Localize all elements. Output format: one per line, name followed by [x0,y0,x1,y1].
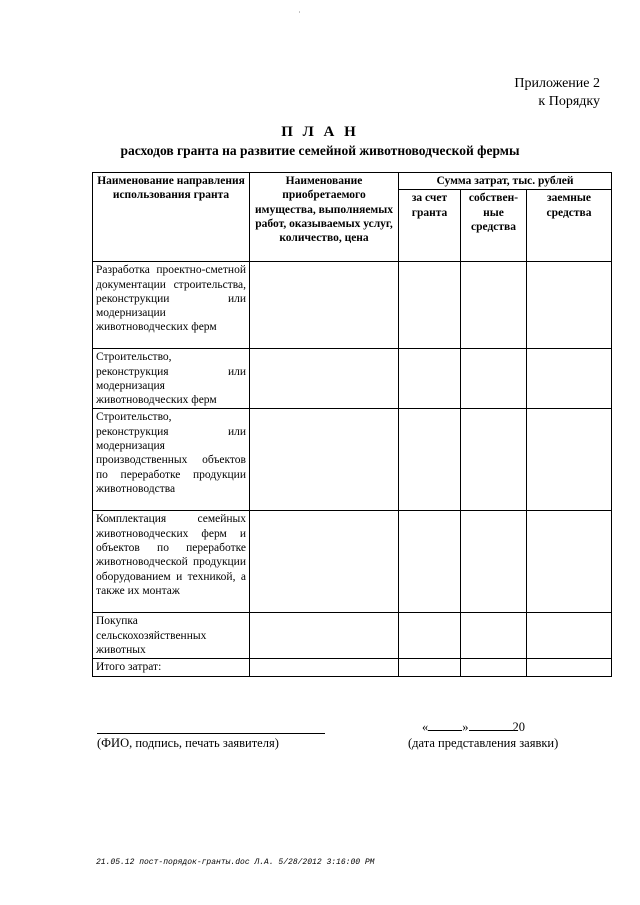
date-day-blank [428,720,462,731]
signature-label: (ФИО, подпись, печать заявителя) [97,736,279,750]
total-own-cell [461,659,527,676]
total-borrowed-cell [527,659,612,676]
table-row [93,409,612,511]
row-property-cell [250,613,399,659]
table-row [93,349,612,409]
row-property-cell [250,262,399,349]
table-header-row [93,173,612,190]
date-year: 20 [512,720,525,734]
row-property-cell [250,349,399,409]
row-grant-cell [399,409,461,511]
row-grant-cell [399,262,461,349]
row-property-cell [250,511,399,613]
row-direction: Комплектация семейных животноводческих ферм и объектов по переработке животноводческой продукции оборудованием и техникой, а также их монтаж [93,511,250,613]
row-borrowed-cell [527,613,612,659]
total-property-cell [250,659,399,676]
row-borrowed-cell [527,349,612,409]
date-field [422,720,525,735]
scan-mark: ˙ [298,10,301,20]
row-grant-cell [399,511,461,613]
header-grant: за счет гранта [399,190,461,262]
row-own-cell [461,349,527,409]
row-borrowed-cell [527,409,612,511]
file-footer: 21.05.12 пост-порядок-гранты.doc Л.А. 5/28/2012 3:16:00 PM [96,858,375,867]
appendix-label [514,75,600,111]
row-direction: Покупка сельскохозяйственных животных [93,613,250,659]
table-row [93,613,612,659]
signature-line [97,733,325,734]
total-label: Итого затрат: [93,659,250,676]
total-row [93,659,612,676]
row-property-cell [250,409,399,511]
row-direction: Разработка проектно-сметной документации строительства, реконструкции или модернизации животноводческих ферм [93,262,250,349]
appendix-line-2: к Порядку [538,94,600,109]
expense-plan-table [92,172,612,677]
row-grant-cell [399,613,461,659]
header-property: Наименование приобретаемого имущества, выполняемых работ, оказываемых услуг, количество, цена [250,173,399,262]
date-label: (дата представления заявки) [408,736,559,750]
header-borrowed-funds: заемные средства [527,190,612,262]
appendix-line-1: Приложение 2 [514,76,600,91]
row-own-cell [461,511,527,613]
date-close-quote: » [462,720,469,734]
table-row [93,511,612,613]
header-sum-group: Сумма затрат, тыс. рублей [399,173,612,190]
date-open-quote: « [422,720,429,734]
header-own-funds: собствен-ные средства [461,190,527,262]
document-title: П Л А Н [281,124,359,140]
header-direction: Наименование направления использования гранта [93,173,250,262]
total-grant-cell [399,659,461,676]
row-borrowed-cell [527,262,612,349]
row-grant-cell [399,349,461,409]
row-own-cell [461,262,527,349]
row-direction: Строительство, реконструкция или модернизация производственных объектов по переработке продукции животноводства [93,409,250,511]
row-own-cell [461,613,527,659]
date-month-blank [469,720,513,731]
row-direction: Строительство, реконструкция или модернизация животноводческих ферм [93,349,250,409]
row-borrowed-cell [527,511,612,613]
row-own-cell [461,409,527,511]
table-row [93,262,612,349]
document-subtitle: расходов гранта на развитие семейной животноводческой фермы [120,143,520,158]
